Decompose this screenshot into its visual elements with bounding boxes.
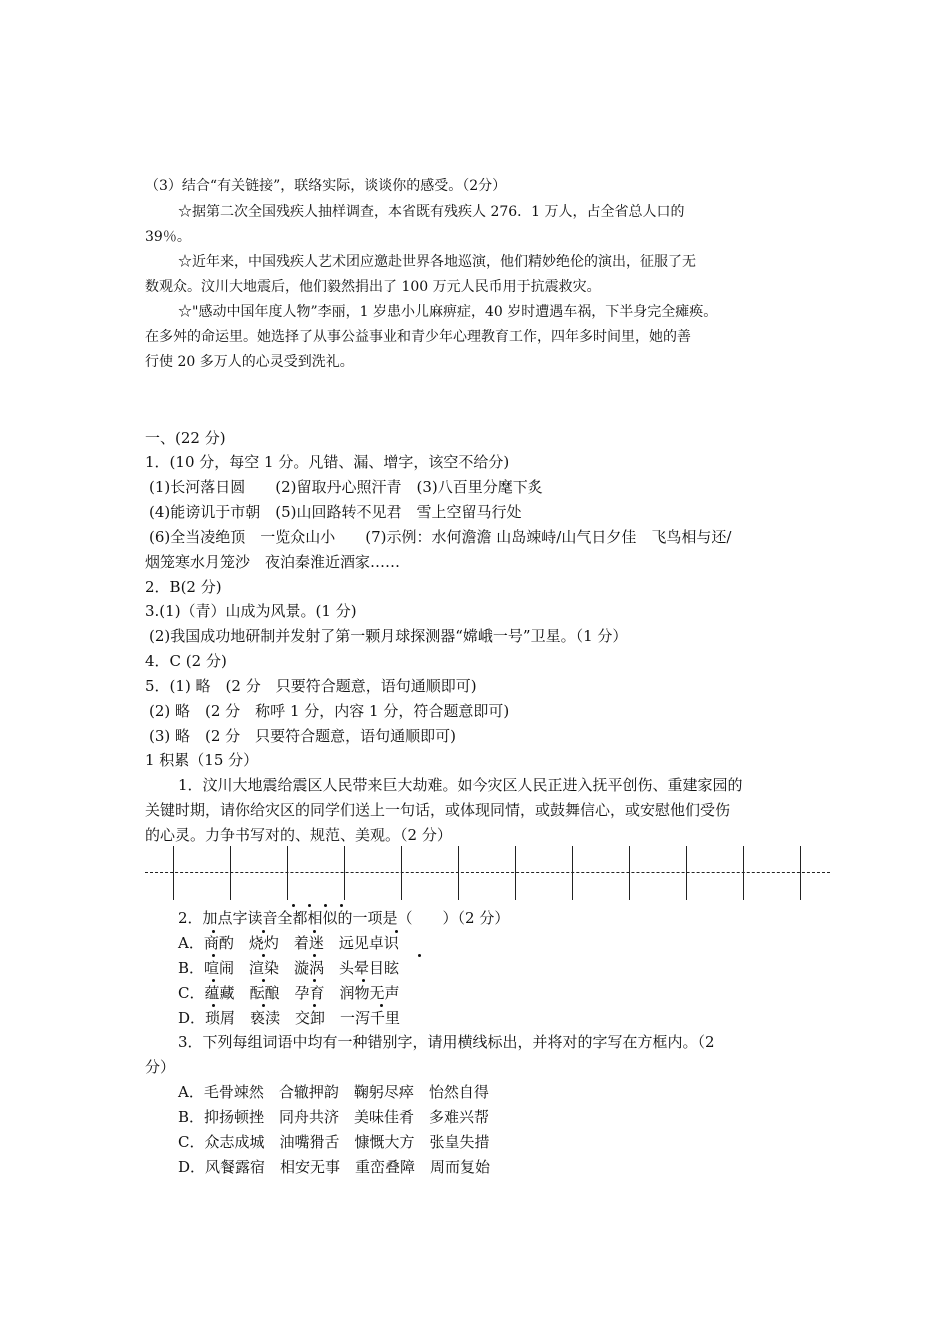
answer-1-line-3: (6)全当凌绝顶 一览众山小 (7)示例：水何澹澹 山岛竦峙/山气日夕佳 飞鸟相与还/ (149, 528, 732, 546)
answer-1-line-4: 烟笼寒水月笼沙 夜泊秦淮近酒家…… (145, 553, 401, 571)
link-item-3: ☆"感动中国年度人物”李丽，1 岁患小儿麻痹症，40 岁时遭遇车祸，下半身完全瘫痪。 (178, 304, 718, 320)
emphasis-dot (212, 979, 215, 982)
emphasis-dot (418, 954, 421, 957)
grid-divider (401, 846, 402, 900)
grid-divider (515, 846, 516, 900)
vocab-option-c: C．众志成城 油嘴猾舌 慷慨大方 张皇失措 (178, 1133, 490, 1151)
link-item-2-cont: 数观众。汶川大地震后，他们毅然捐出了 100 万元人民币用于抗震救灾。 (145, 279, 601, 295)
question-3-vocab: 3．下列每组词语中均有一种错别字，请用横线标出，并将对的字写在方框内。（2 (178, 1033, 715, 1051)
grid-divider (287, 846, 288, 900)
answer-2: 2．B(2 分) (145, 578, 222, 596)
grid-divider (458, 846, 459, 900)
grid-divider (686, 846, 687, 900)
vocab-option-a: A．毛骨竦然 合辙押韵 鞠躬尽瘁 怡然自得 (178, 1083, 489, 1101)
grid-divider (173, 846, 174, 900)
question-1: 1．汶川大地震给震区人民带来巨大劫难。如今灾区人民正进入抚平创伤、重建家园的 (178, 776, 743, 794)
vocab-option-b: B．抑扬顿挫 同舟共济 美味佳肴 多难兴帮 (178, 1108, 490, 1126)
emphasis-dot (262, 979, 265, 982)
emphasis-dot (308, 904, 311, 907)
emphasis-dot (313, 954, 316, 957)
grid-divider (629, 846, 630, 900)
answer-5-part-3: (3) 略 (2 分 只要符合题意，语句通顺即可) (149, 727, 457, 745)
question-2: 2．加点字读音全都相似的一项是（ ）（2 分） (178, 909, 510, 927)
question-1-end: 的心灵。力争书写对的、规范、美观。（2 分） (145, 826, 452, 844)
emphasis-dot (212, 954, 215, 957)
option-c: C．蕴藏 酝酿 孕育 润物无声 (178, 984, 400, 1002)
question-1-cont: 关键时期，请你给灾区的同学们送上一句话，或体现同情，或鼓舞信心，或安慰他们受伤 (145, 801, 731, 819)
emphasis-dot (262, 1004, 265, 1007)
grid-divider (230, 846, 231, 900)
grid-line (145, 872, 830, 873)
vocab-option-d: D．风餐露宿 相安无事 重峦叠障 周而复始 (178, 1158, 491, 1176)
emphasis-dot (212, 1004, 215, 1007)
grid-divider (743, 846, 744, 900)
option-b: B．喧闹 渲染 漩涡 头晕目眩 (178, 959, 400, 977)
writing-grid[interactable] (145, 844, 830, 902)
answer-1: 1．(10 分，每空 1 分。凡错、漏、增字，该空不给分) (145, 453, 510, 471)
option-a: A．商酌 烧灼 着迷 远见卓识 (178, 934, 399, 952)
section-heading: 1 积累（15 分） (145, 751, 259, 769)
option-d: D．琐屑 亵渎 交卸 一泻千里 (178, 1009, 401, 1027)
link-item-2: ☆近年来，中国残疾人艺术团应邀赴世界各地巡演，他们精妙绝伦的演出，征服了无 (178, 254, 696, 270)
link-item-3-cont: 在多舛的命运里。她选择了从事公益事业和青少年心理教育工作，四年多时间里，她的善 (145, 329, 691, 345)
emphasis-dot (313, 979, 316, 982)
emphasis-dot (262, 954, 265, 957)
answer-5: 5．(1) 略 (2 分 只要符合题意，语句通顺即可) (145, 677, 477, 695)
answer-3-part-2: (2)我国成功地研制并发射了第一颗月球探测器“嫦峨一号”卫星。（1 分） (149, 627, 628, 645)
grid-divider (344, 846, 345, 900)
emphasis-dot (324, 904, 327, 907)
answer-1-line-2: (4)能谤讥于市朝 (5)山回路转不见君 雪上空留马行处 (149, 503, 522, 521)
emphasis-dot (380, 1004, 383, 1007)
question-3-vocab-cont: 分） (145, 1058, 176, 1076)
link-item-1: ☆据第二次全国残疾人抽样调查，本省既有残疾人 276．1 万人，占全省总人口的 (178, 204, 685, 220)
link-item-3-end: 行使 20 多万人的心灵受到洗礼。 (145, 354, 354, 370)
emphasis-dot (340, 904, 343, 907)
answer-1-line-1: (1)长河落日圆 (2)留取丹心照汗青 (3)八百里分麾下炙 (149, 478, 543, 496)
answer-3: 3.(1)（青）山成为风景。(1 分) (145, 602, 357, 620)
emphasis-dot (313, 1004, 316, 1007)
question-3: （3）结合“有关链接”，联络实际，谈谈你的感受。（2分） (145, 178, 507, 194)
answer-5-part-2: (2) 略 (2 分 称呼 1 分，内容 1 分，符合题意即可) (149, 702, 510, 720)
answer-4: 4．C (2 分) (145, 652, 227, 670)
grid-divider (800, 846, 801, 900)
link-item-1-cont: 39％。 (145, 229, 191, 245)
grid-divider (572, 846, 573, 900)
emphasis-dot (362, 979, 365, 982)
answers-heading: 一、(22 分) (145, 429, 226, 447)
emphasis-dot (292, 904, 295, 907)
